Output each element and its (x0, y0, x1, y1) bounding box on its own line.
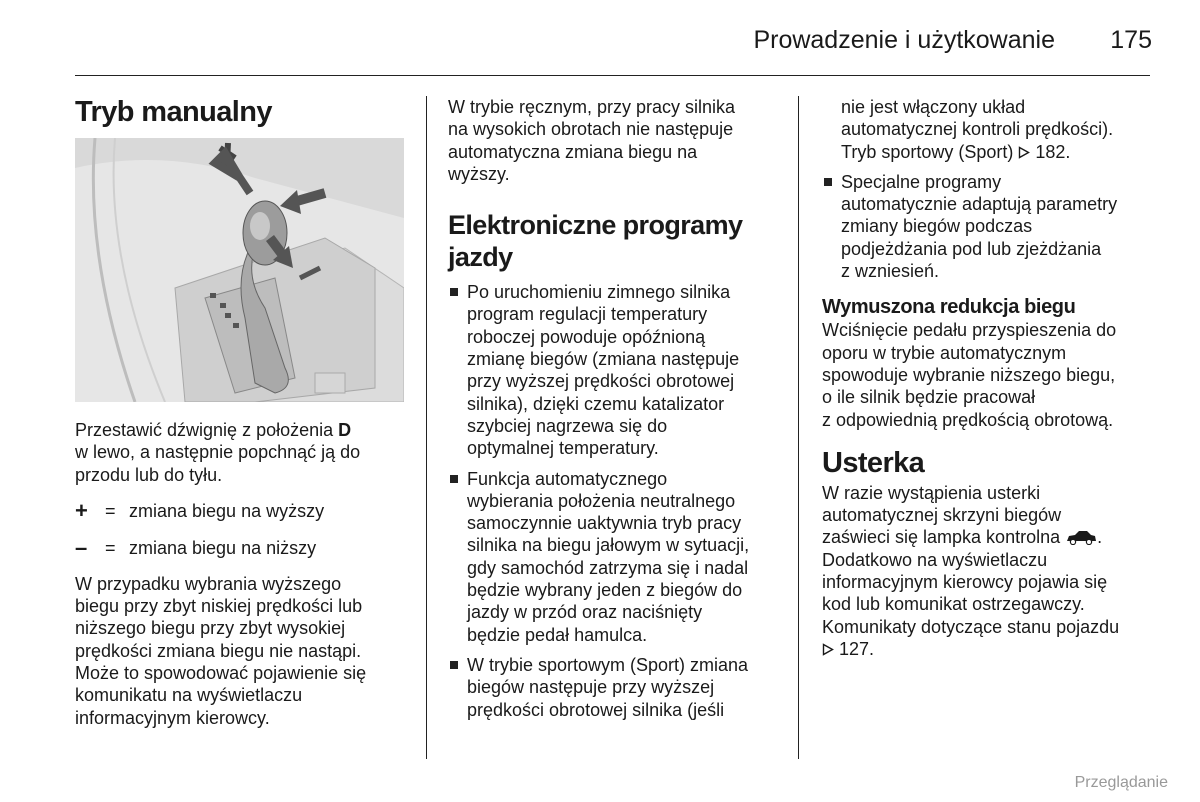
continued-list-item (822, 96, 1157, 163)
bullet-icon (450, 288, 458, 296)
car-warning-icon (1065, 530, 1097, 545)
section-heading-redukcja: Wymuszona redukcja biegu (822, 296, 1076, 319)
page-header-title: Prowadzenie i użytkowanie (753, 26, 1055, 54)
continued-text (841, 96, 1157, 163)
minus-equals: = (105, 537, 116, 558)
minus-description: zmiana biegu na niższy (129, 537, 317, 558)
header-rule (75, 75, 1150, 76)
column-2 (448, 96, 788, 721)
section-heading-usterka: Usterka (822, 446, 925, 479)
reference-arrow-icon (1018, 146, 1030, 159)
minus-legend-row (75, 534, 415, 560)
page-reference[interactable]: 127. (839, 638, 875, 659)
list-item-text: W trybie sportowym (Sport) zmiana biegów następuje przy wyższej prędkości obrotowej silnika (jeśli (467, 654, 749, 720)
bullet-icon (824, 178, 832, 186)
list-item (448, 468, 788, 646)
section-heading-tryb-manualny: Tryb manualny (75, 96, 272, 128)
list-item (448, 281, 788, 459)
instruction-text: Przestawić dźwignię z położenia (75, 420, 339, 440)
list-item-text: Funkcja automatycznego wybierania położenia neutralnego samoczynnie uaktywnia tryb pracy silnika na biegu jałowym w sytuacji, gdy samochód zatrzyma się i nadal będzie wybrany jeden z biegów do jazdy w przód oraz naciśnięty będzie pedał hamulca. (467, 468, 750, 645)
list-item (822, 171, 1157, 282)
kickdown-paragraph: Wciśnięcie pedału przyspieszenia do oporu w trybie automatycznym spowoduje wybranie niższego biegu, o ile silnik będzie pracował z odpowiednią prędkością obrotową. (822, 320, 1117, 430)
reference-arrow-icon (822, 643, 834, 656)
page-reference[interactable]: 182. (1035, 141, 1071, 162)
manual-mode-paragraph: W trybie ręcznym, przy pracy silnika na wysokich obrotach nie następuje automatyczna zmiana biegu na wyższy. (448, 97, 736, 184)
instruction-text-rest: w lewo, a następnie popchnąć ją do przodu lub do tyłu. (75, 442, 361, 485)
footer-watermark: Przeglądanie (1074, 774, 1168, 791)
fault-paragraph (822, 482, 1157, 660)
fault-text-b: . Dodatkowo na wyświetlaczu informacyjnym kierowcy pojawia się kod lub komunikat ostrzegawczy. Komunikaty dotyczące stanu pojazdu (822, 527, 1120, 637)
bullet-icon (450, 475, 458, 483)
instruction-paragraph (75, 419, 415, 486)
warning-paragraph: W przypadku wybrania wyższego biegu przy zbyt niskiej prędkości lub niższego biegu przy zbyt wysokiej prędkości zmiana biegu nie nastąpi. Może to spowodować pojawienie się komunikatu na wyświetlaczu informacyjnym kierowcy. (75, 573, 367, 728)
fault-text-a: W razie wystąpienia usterki automatycznej skrzyni biegów zaświeci się lampka kontrolna (822, 482, 1062, 548)
page-number: 175 (1110, 26, 1152, 54)
column-1-body (75, 419, 415, 729)
list-item (448, 654, 788, 721)
column-3 (822, 96, 1157, 660)
list-item-text: Specjalne programy automatycznie adaptują parametry zmiany biegów podczas podjeżdżania pod lub zjeżdżania z wzniesień. (841, 171, 1118, 282)
plus-equals: = (105, 500, 116, 521)
column-divider-1 (426, 96, 427, 759)
continued-text-body: nie jest włączony układ automatycznej kontroli prędkości). Tryb sportowy (Sport) (841, 97, 1114, 162)
minus-symbol: – (75, 534, 88, 560)
plus-symbol: + (75, 497, 88, 523)
position-d-label: D (338, 420, 352, 440)
section-heading-programy: Elektroniczne programy jazdy (448, 210, 743, 273)
column-1 (75, 96, 410, 128)
gear-lever-illustration (75, 138, 404, 402)
plus-description: zmiana biegu na wyższy (129, 500, 325, 521)
column-divider-2 (798, 96, 799, 759)
bullet-icon (450, 661, 458, 669)
plus-legend-row (75, 497, 415, 523)
list-item-text: Po uruchomieniu zimnego silnika program regulacji temperatury roboczej powoduje opóźnioną zmianę biegów (zmiana następuje przy wyższej prędkości obrotowej silnika), dzięki czemu katalizator szybciej nagrzewa się do optymalnej temperatury. (467, 282, 740, 459)
